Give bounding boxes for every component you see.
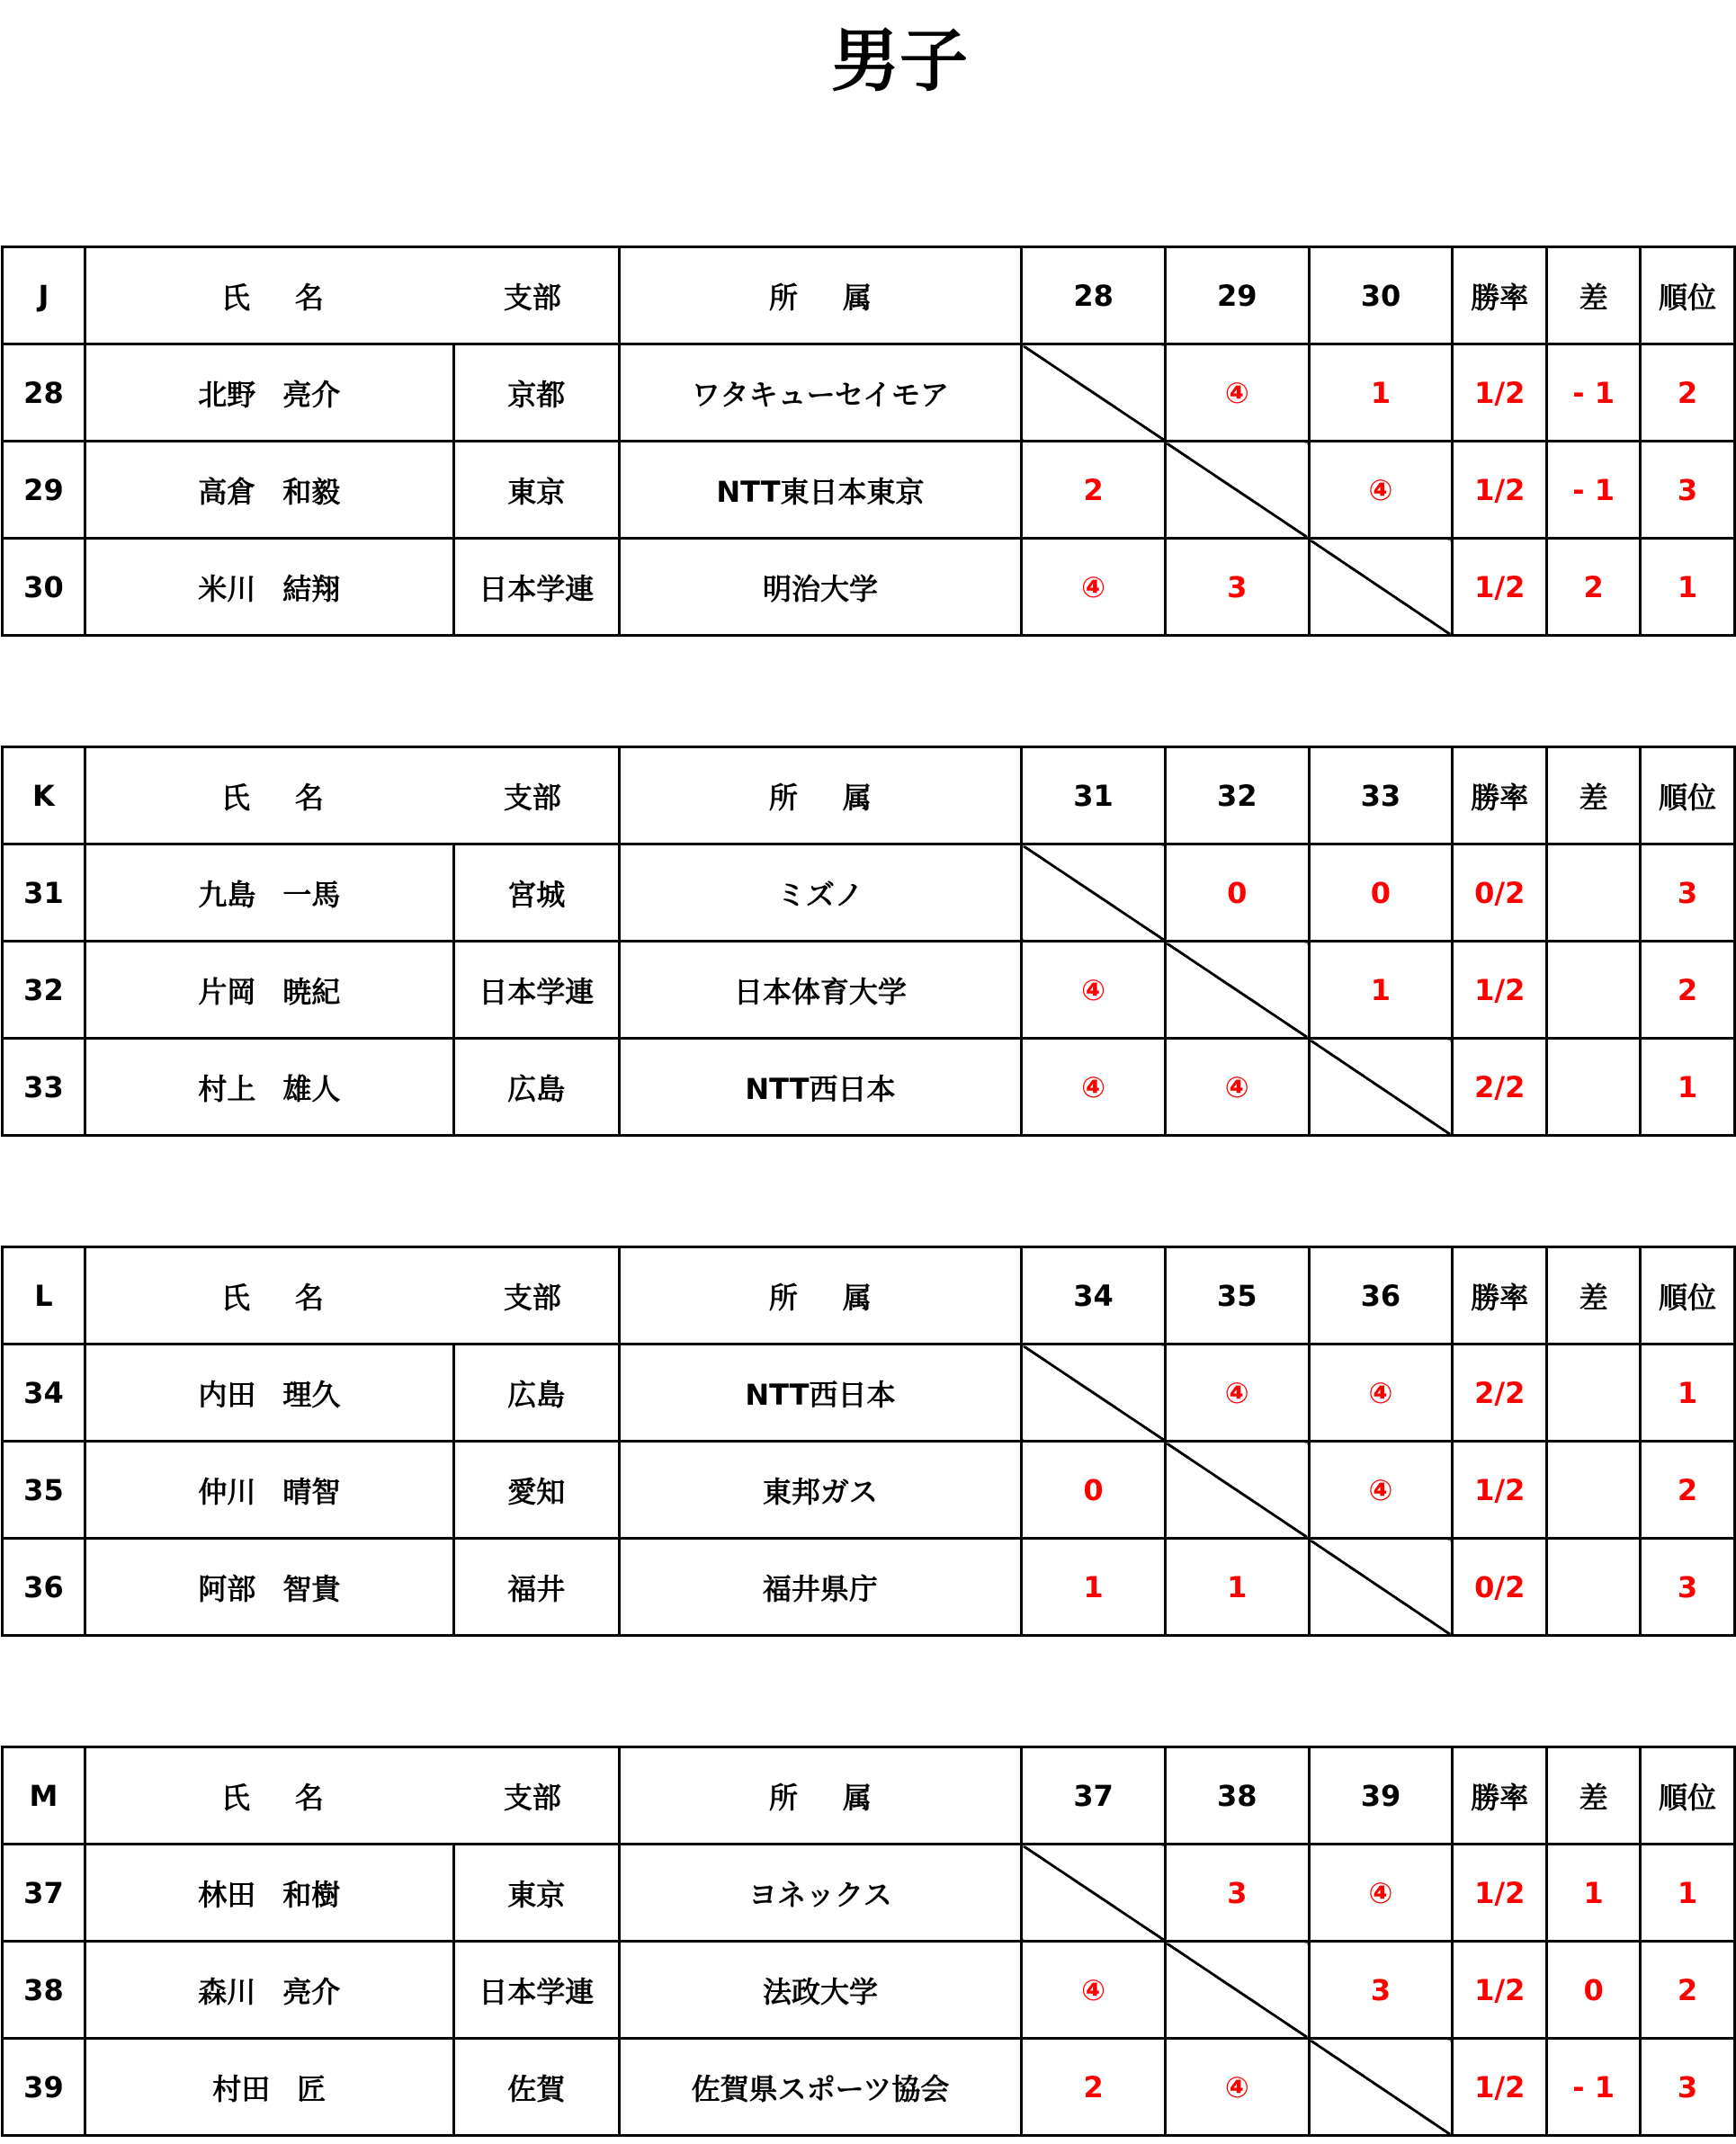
rank: 2	[1641, 344, 1735, 442]
header-name-and-branch: 氏 名 支部	[85, 1247, 619, 1344]
rank: 1	[1641, 539, 1735, 636]
header-rank: 順位	[1641, 247, 1735, 344]
match-result: 0	[1309, 844, 1453, 942]
header-opponent: 38	[1165, 1747, 1309, 1845]
player-number: 39	[3, 2039, 85, 2136]
player-branch: 東京	[453, 442, 619, 539]
table-row	[3, 1539, 1735, 1636]
player-affiliation: ワタキューセイモア	[619, 344, 1022, 442]
rank: 1	[1641, 1039, 1735, 1136]
match-result: ④	[1309, 1344, 1453, 1442]
pool-label: M	[3, 1747, 85, 1845]
player-name: 阿部 智貴	[85, 1539, 453, 1636]
header-diff: 差	[1547, 1747, 1641, 1845]
player-name: 高倉 和毅	[85, 442, 453, 539]
match-result: ④	[1309, 442, 1453, 539]
pool-table-m	[1, 1746, 1736, 2137]
header-branch: 支部	[503, 1280, 561, 1315]
win-rate: 1/2	[1453, 942, 1547, 1039]
player-branch: 日本学連	[453, 942, 619, 1039]
diagonal-cell	[1165, 442, 1309, 539]
table-row	[3, 2039, 1735, 2136]
match-result: 1	[1165, 1539, 1309, 1636]
table-row	[3, 1942, 1735, 2039]
player-number: 28	[3, 344, 85, 442]
player-affiliation: 東邦ガス	[619, 1442, 1021, 1539]
player-affiliation: 明治大学	[619, 539, 1022, 636]
header-rank: 順位	[1641, 747, 1735, 844]
header-rank: 順位	[1641, 1747, 1735, 1845]
point-diff	[1547, 1039, 1641, 1136]
pool-label: K	[3, 747, 85, 844]
win-rate: 1/2	[1453, 539, 1547, 636]
win-rate: 0/2	[1453, 844, 1547, 942]
point-diff	[1547, 844, 1641, 942]
point-diff: - 1	[1547, 2039, 1641, 2136]
match-result: 1	[1309, 344, 1453, 442]
rank: 3	[1641, 844, 1735, 942]
point-diff	[1547, 1344, 1641, 1442]
pool-label: J	[3, 247, 85, 344]
match-result: ④	[1165, 1039, 1309, 1136]
diagonal-cell	[1165, 942, 1309, 1039]
player-affiliation: 福井県庁	[619, 1539, 1021, 1636]
header-opponent: 31	[1022, 747, 1166, 844]
pool-table-j	[1, 246, 1736, 637]
header-name-and-branch: 氏 名 支部	[85, 247, 619, 344]
header-opponent: 34	[1022, 1247, 1166, 1344]
rank: 3	[1641, 2039, 1735, 2136]
player-affiliation: ミズノ	[619, 844, 1021, 942]
header-opponent: 36	[1309, 1247, 1453, 1344]
header-opponent: 37	[1022, 1747, 1166, 1845]
player-name: 米川 結翔	[85, 539, 453, 636]
match-result: ④	[1022, 1942, 1166, 2039]
match-result: 3	[1165, 1845, 1309, 1942]
point-diff: 2	[1547, 539, 1641, 636]
table-row	[3, 844, 1735, 942]
table-row	[3, 1344, 1735, 1442]
header-opponent: 30	[1309, 247, 1453, 344]
diagonal-cell	[1022, 844, 1166, 942]
player-branch: 京都	[453, 344, 619, 442]
player-branch: 日本学連	[453, 1942, 619, 2039]
player-number: 29	[3, 442, 85, 539]
table-row	[3, 1039, 1735, 1136]
diagonal-cell	[1022, 1344, 1166, 1442]
player-affiliation: NTT西日本	[619, 1344, 1021, 1442]
player-name: 内田 理久	[85, 1344, 453, 1442]
diagonal-cell	[1165, 1942, 1309, 2039]
player-affiliation: 佐賀県スポーツ協会	[619, 2039, 1022, 2136]
player-number: 32	[3, 942, 85, 1039]
win-rate: 2/2	[1453, 1344, 1547, 1442]
match-result: 0	[1165, 844, 1309, 942]
diagonal-cell	[1309, 1039, 1453, 1136]
diagonal-cell	[1309, 1539, 1453, 1636]
win-rate: 1/2	[1453, 344, 1547, 442]
diagonal-cell	[1022, 344, 1166, 442]
win-rate: 0/2	[1453, 1539, 1547, 1636]
match-result: ④	[1309, 1845, 1453, 1942]
player-branch: 東京	[453, 1845, 619, 1942]
table-row	[3, 539, 1735, 636]
match-result: ④	[1022, 942, 1166, 1039]
match-result: 3	[1309, 1942, 1453, 2039]
header-opponent: 29	[1165, 247, 1309, 344]
match-result: 0	[1022, 1442, 1166, 1539]
header-name-and-branch: 氏 名 支部	[85, 747, 619, 844]
match-result: ④	[1165, 1344, 1309, 1442]
win-rate: 2/2	[1453, 1039, 1547, 1136]
player-number: 31	[3, 844, 85, 942]
rank: 2	[1641, 942, 1735, 1039]
table-header-row	[3, 247, 1735, 344]
header-opponent: 33	[1309, 747, 1453, 844]
pool-label: L	[3, 1247, 85, 1344]
match-result: 2	[1022, 442, 1166, 539]
player-affiliation: 法政大学	[619, 1942, 1022, 2039]
player-affiliation: NTT東日本東京	[619, 442, 1022, 539]
player-name: 仲川 晴智	[85, 1442, 453, 1539]
match-result: 3	[1165, 539, 1309, 636]
player-affiliation: NTT西日本	[619, 1039, 1021, 1136]
header-diff: 差	[1547, 747, 1641, 844]
player-number: 35	[3, 1442, 85, 1539]
player-name: 片岡 暁紀	[85, 942, 453, 1039]
player-branch: 宮城	[453, 844, 619, 942]
match-result: 1	[1022, 1539, 1166, 1636]
table-header-row	[3, 1747, 1735, 1845]
player-number: 34	[3, 1344, 85, 1442]
header-affiliation: 所 属	[619, 247, 1022, 344]
player-affiliation: 日本体育大学	[619, 942, 1021, 1039]
player-branch: 佐賀	[453, 2039, 619, 2136]
header-win-rate: 勝率	[1453, 747, 1547, 844]
point-diff: 1	[1547, 1845, 1641, 1942]
header-name-and-branch: 氏 名 支部	[85, 1747, 619, 1845]
player-number: 30	[3, 539, 85, 636]
player-affiliation: ヨネックス	[619, 1845, 1022, 1942]
table-row	[3, 1442, 1735, 1539]
player-name: 村田 匠	[85, 2039, 453, 2136]
table-header-row	[3, 747, 1735, 844]
table-row	[3, 1845, 1735, 1942]
player-number: 38	[3, 1942, 85, 2039]
rank: 1	[1641, 1845, 1735, 1942]
header-win-rate: 勝率	[1453, 1747, 1547, 1845]
pool-table-l	[1, 1246, 1736, 1637]
diagonal-cell	[1309, 539, 1453, 636]
header-diff: 差	[1547, 1247, 1641, 1344]
win-rate: 1/2	[1453, 1942, 1547, 2039]
player-branch: 福井	[453, 1539, 619, 1636]
rank: 2	[1641, 1442, 1735, 1539]
header-branch: 支部	[503, 1780, 561, 1815]
diagonal-cell	[1165, 1442, 1309, 1539]
header-branch: 支部	[503, 280, 561, 315]
player-branch: 日本学連	[453, 539, 619, 636]
match-result: ④	[1309, 1442, 1453, 1539]
win-rate: 1/2	[1453, 2039, 1547, 2136]
rank: 1	[1641, 1344, 1735, 1442]
rank: 2	[1641, 1942, 1735, 2039]
diagonal-cell	[1022, 1845, 1166, 1942]
player-branch: 広島	[453, 1344, 619, 1442]
player-branch: 愛知	[453, 1442, 619, 1539]
match-result: 2	[1022, 2039, 1166, 2136]
player-number: 33	[3, 1039, 85, 1136]
player-name: 林田 和樹	[85, 1845, 453, 1942]
header-win-rate: 勝率	[1453, 1247, 1547, 1344]
win-rate: 1/2	[1453, 1442, 1547, 1539]
match-result: ④	[1022, 1039, 1166, 1136]
match-result: ④	[1165, 2039, 1309, 2136]
header-win-rate: 勝率	[1453, 247, 1547, 344]
point-diff	[1547, 942, 1641, 1039]
player-name: 村上 雄人	[85, 1039, 453, 1136]
win-rate: 1/2	[1453, 442, 1547, 539]
pool-table-k	[1, 746, 1736, 1137]
header-branch: 支部	[503, 780, 561, 815]
point-diff	[1547, 1539, 1641, 1636]
table-header-row	[3, 1247, 1735, 1344]
match-result: ④	[1022, 539, 1166, 636]
header-affiliation: 所 属	[619, 1747, 1022, 1845]
match-result: ④	[1165, 344, 1309, 442]
point-diff	[1547, 1442, 1641, 1539]
header-affiliation: 所 属	[619, 1247, 1021, 1344]
header-rank: 順位	[1641, 1247, 1735, 1344]
player-name: 森川 亮介	[85, 1942, 453, 2039]
table-row	[3, 344, 1735, 442]
header-affiliation: 所 属	[619, 747, 1021, 844]
header-diff: 差	[1547, 247, 1641, 344]
point-diff: 0	[1547, 1942, 1641, 2039]
player-name: 九島 一馬	[85, 844, 453, 942]
point-diff: - 1	[1547, 442, 1641, 539]
player-branch: 広島	[453, 1039, 619, 1136]
header-opponent: 32	[1165, 747, 1309, 844]
match-result: 1	[1309, 942, 1453, 1039]
table-row	[3, 442, 1735, 539]
header-opponent: 39	[1309, 1747, 1453, 1845]
rank: 3	[1641, 1539, 1735, 1636]
rank: 3	[1641, 442, 1735, 539]
header-opponent: 35	[1165, 1247, 1309, 1344]
table-row	[3, 942, 1735, 1039]
header-opponent: 28	[1022, 247, 1166, 344]
win-rate: 1/2	[1453, 1845, 1547, 1942]
page-title: 男子	[831, 21, 968, 101]
diagonal-cell	[1309, 2039, 1453, 2136]
player-number: 36	[3, 1539, 85, 1636]
player-number: 37	[3, 1845, 85, 1942]
point-diff: - 1	[1547, 344, 1641, 442]
player-name: 北野 亮介	[85, 344, 453, 442]
